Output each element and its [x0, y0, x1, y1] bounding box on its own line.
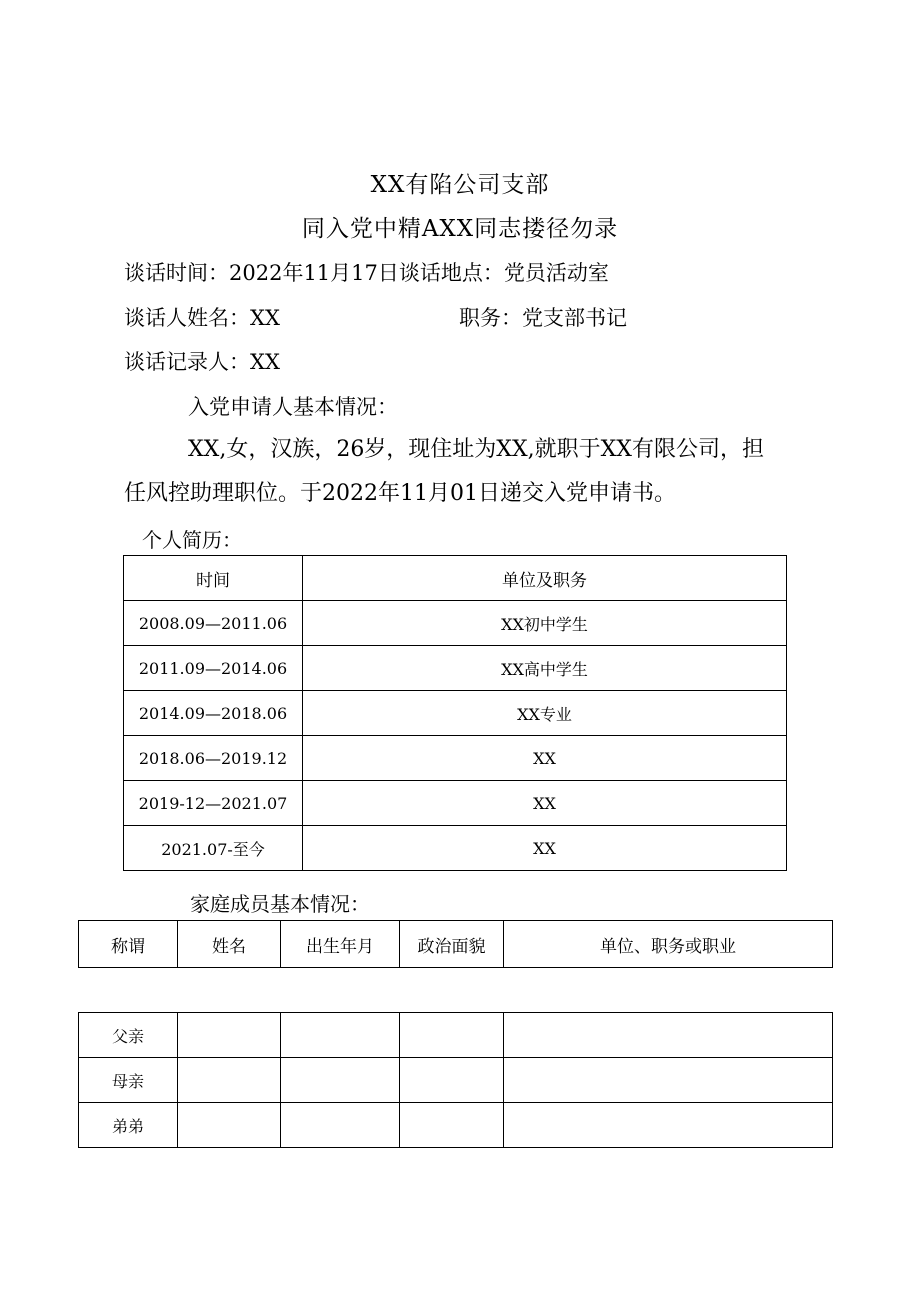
- family-name-cell: [178, 1013, 281, 1058]
- family-political-cell: [400, 1058, 504, 1103]
- resume-time-cell: 2021.07-至今: [124, 826, 303, 871]
- family-name-cell: [178, 1058, 281, 1103]
- resume-col-time: 时间: [124, 556, 303, 601]
- family-birth-cell: [281, 1103, 400, 1148]
- table-row: [124, 826, 787, 871]
- resume-unit-cell: XX高中学生: [303, 646, 787, 691]
- applicant-heading: 入党申请人基本情况：: [188, 395, 398, 419]
- recorder-line: [124, 352, 280, 373]
- resume-unit-cell: XX: [303, 826, 787, 871]
- family-col-unit: 单位、职务或职业: [504, 921, 833, 968]
- table-row: [124, 736, 787, 781]
- resume-time-cell: 2018.06—2019.12: [124, 736, 303, 781]
- family-unit-cell: [504, 1103, 833, 1148]
- record-title: 同入党中精AXX同志搂径勿录: [301, 216, 619, 242]
- resume-time-cell: 2014.09—2018.06: [124, 691, 303, 736]
- family-col-relation: 称谓: [79, 921, 178, 968]
- interviewer-line: [124, 308, 280, 329]
- position-label: 职务：: [459, 306, 522, 330]
- resume-heading: 个人简历：: [142, 528, 242, 552]
- resume-table: [123, 555, 787, 871]
- table-row: [124, 646, 787, 691]
- recorder-label: 谈话记录人：: [124, 350, 250, 374]
- family-col-birth: 出生年月: [281, 921, 400, 968]
- family-political-cell: [400, 1103, 504, 1148]
- family-name-cell: [178, 1103, 281, 1148]
- interview-place-value: 党员活动室: [503, 261, 609, 285]
- table-row: [124, 691, 787, 736]
- resume-unit-cell: XX专业: [303, 691, 787, 736]
- table-row: [79, 1103, 833, 1148]
- resume-time-cell: 2019-12—2021.07: [124, 781, 303, 826]
- org-title: XX有陷公司支部: [370, 172, 550, 198]
- family-table: [78, 1012, 833, 1148]
- resume-col-unit: 单位及职务: [303, 556, 787, 601]
- recorder-value: XX: [250, 350, 280, 374]
- position-line: [459, 308, 627, 329]
- family-relation-cell: 母亲: [79, 1058, 178, 1103]
- family-relation-cell: 弟弟: [79, 1103, 178, 1148]
- resume-unit-cell: XX: [303, 736, 787, 781]
- family-unit-cell: [504, 1058, 833, 1103]
- family-birth-cell: [281, 1058, 400, 1103]
- interview-place-label: 谈话地点：: [398, 261, 504, 285]
- position-value: 党支部书记: [522, 306, 627, 330]
- family-header-row: [79, 921, 833, 968]
- interviewer-label: 谈话人姓名：: [124, 306, 250, 330]
- family-heading: 家庭成员基本情况：: [190, 892, 370, 916]
- resume-time-cell: 2008.09—2011.06: [124, 601, 303, 646]
- interview-time-value: 2022年11月17日: [229, 261, 399, 285]
- family-relation-cell: 父亲: [79, 1013, 178, 1058]
- table-row: [79, 1058, 833, 1103]
- interview-time-line: [124, 263, 609, 284]
- applicant-text-line1: XX,女，汉族，26岁，现住址为XX,就职于XX有限公司，担: [188, 437, 764, 462]
- table-row: [124, 781, 787, 826]
- family-header-table: [78, 920, 833, 968]
- family-unit-cell: [504, 1013, 833, 1058]
- family-birth-cell: [281, 1013, 400, 1058]
- resume-header-row: [124, 556, 787, 601]
- table-row: [79, 1013, 833, 1058]
- interviewer-value: XX: [250, 306, 280, 330]
- resume-unit-cell: XX初中学生: [303, 601, 787, 646]
- family-political-cell: [400, 1013, 504, 1058]
- family-col-name: 姓名: [178, 921, 281, 968]
- resume-time-cell: 2011.09—2014.06: [124, 646, 303, 691]
- interview-time-label: 谈话时间：: [124, 261, 229, 285]
- family-col-political: 政治面貌: [400, 921, 504, 968]
- resume-unit-cell: XX: [303, 781, 787, 826]
- applicant-text-line2: 任风控助理职位。于2022年11月01日递交入党申请书。: [124, 481, 676, 506]
- table-row: [124, 601, 787, 646]
